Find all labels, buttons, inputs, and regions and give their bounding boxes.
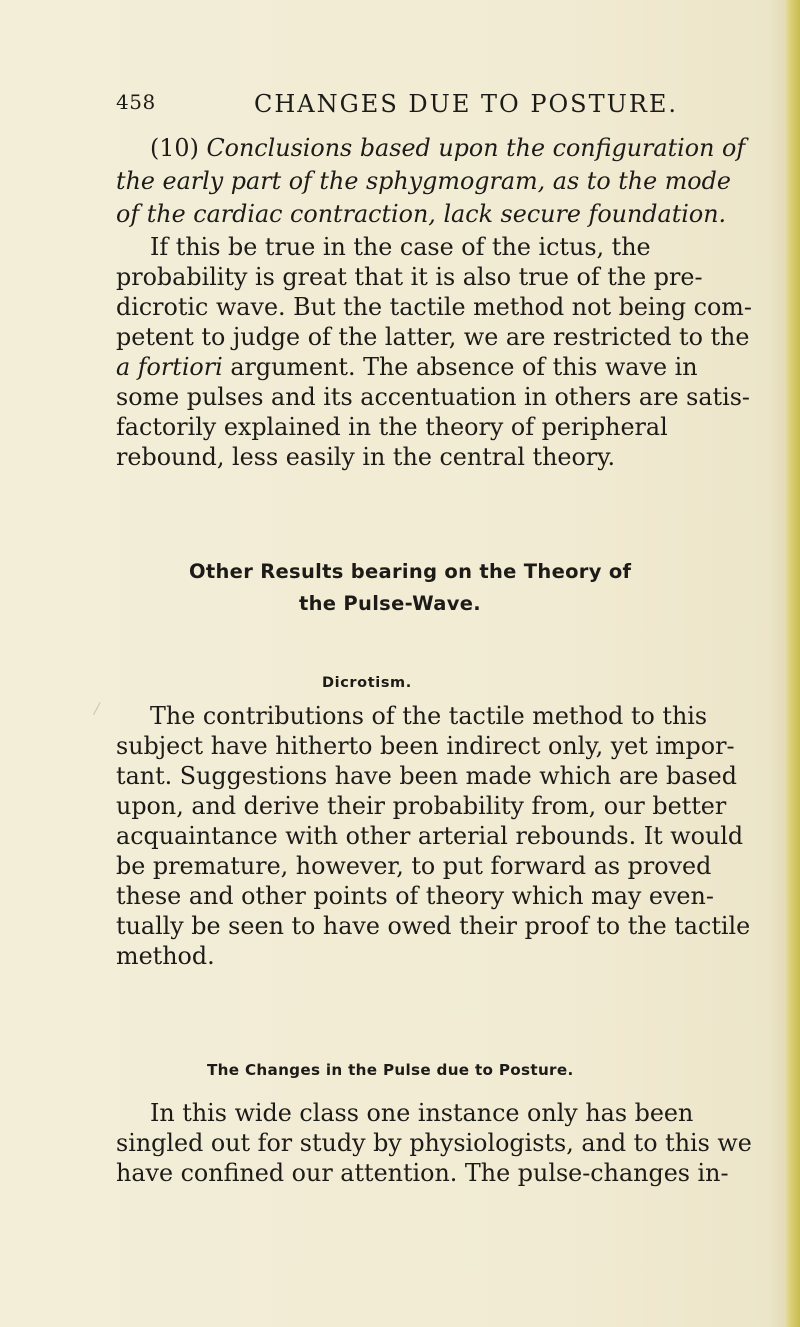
paragraph-line — [116, 1158, 738, 1188]
posture-paragraph — [116, 1098, 752, 1188]
paragraph-line — [116, 941, 738, 971]
conclusion-heading-line — [150, 133, 745, 163]
section-title: Other Results bearing on the Theory of — [189, 560, 632, 583]
dicrotism-paragraph — [116, 701, 751, 971]
line-text: be premature, however, to put forward as proved — [116, 852, 712, 880]
line-text: singled out for study by physiologists, and to this we — [116, 1129, 752, 1157]
paragraph-line — [116, 292, 752, 322]
line-text: In this wide class one instance only has been — [150, 1099, 694, 1127]
paragraph-line — [116, 1128, 752, 1158]
line-text: method. — [116, 942, 215, 970]
paragraph-line — [116, 731, 738, 761]
conclusion-heading-line: of the cardiac contraction, lack secure foundation. — [116, 200, 727, 228]
line-text: tant. Suggestions have been made which are based — [116, 762, 737, 790]
line-text: a fortiori argument. The absence of this wave in — [116, 353, 698, 381]
paragraph-line — [116, 382, 750, 412]
subsection-heading-dicrotism: Dicrotism. — [322, 675, 412, 691]
page-number: 458 — [116, 90, 156, 114]
paragraph-line — [116, 791, 738, 821]
line-text: have confined our attention. The pulse-changes in- — [116, 1159, 729, 1187]
paragraph-line — [116, 1098, 738, 1128]
page-edge — [786, 0, 800, 1327]
running-head — [116, 90, 716, 120]
line-text: rebound, less easily in the central theory. — [116, 443, 616, 471]
line-text: these and other points of theory which may even- — [116, 882, 714, 910]
margin-mark — [93, 702, 106, 718]
line-text: The contributions of the tactile method to this — [150, 702, 708, 730]
line-text: factorily explained in the theory of peripheral — [116, 413, 668, 441]
line-text: subject have hitherto been indirect only, yet impor- — [116, 732, 735, 760]
conclusion-paragraph — [116, 232, 752, 472]
paragraph-line — [116, 821, 744, 851]
latin-phrase: a fortiori — [116, 353, 223, 381]
paragraph-line — [116, 851, 738, 881]
conclusion-number: (10) — [150, 134, 199, 162]
paragraph-line — [116, 911, 751, 941]
line-text: If this be true in the case of the ictus, the — [150, 233, 651, 261]
section-title: the Pulse-Wave. — [299, 592, 481, 615]
paragraph-line — [116, 232, 738, 262]
paragraph-line — [116, 442, 738, 472]
paragraph-line — [116, 701, 738, 731]
line-text: petent to judge of the latter, we are restricted to the — [116, 323, 750, 351]
conclusion-heading-line: the early part of the sphygmogram, as to the mode — [116, 167, 731, 195]
line-text: some pulses and its accentuation in others are satis- — [116, 383, 750, 411]
paragraph-line — [116, 881, 738, 911]
line-text: dicrotic wave. But the tactile method not being com- — [116, 293, 752, 321]
conclusion-heading-text: Conclusions based upon the configuration of — [206, 134, 746, 162]
paragraph-line — [116, 761, 738, 791]
running-title: CHANGES DUE TO POSTURE. — [254, 90, 679, 118]
paragraph-line — [116, 412, 738, 442]
line-text: tually be seen to have owed their proof to the tactile — [116, 912, 751, 940]
line-text: acquaintance with other arterial rebounds. It would — [116, 822, 744, 850]
subsection-heading-posture: The Changes in the Pulse due to Posture. — [207, 1061, 574, 1079]
paragraph-line — [116, 262, 738, 292]
line-text: upon, and derive their probability from, our better — [116, 792, 727, 820]
line-text: probability is great that it is also true of the pre- — [116, 263, 703, 291]
paragraph-line — [116, 322, 750, 352]
paragraph-line — [116, 352, 738, 382]
